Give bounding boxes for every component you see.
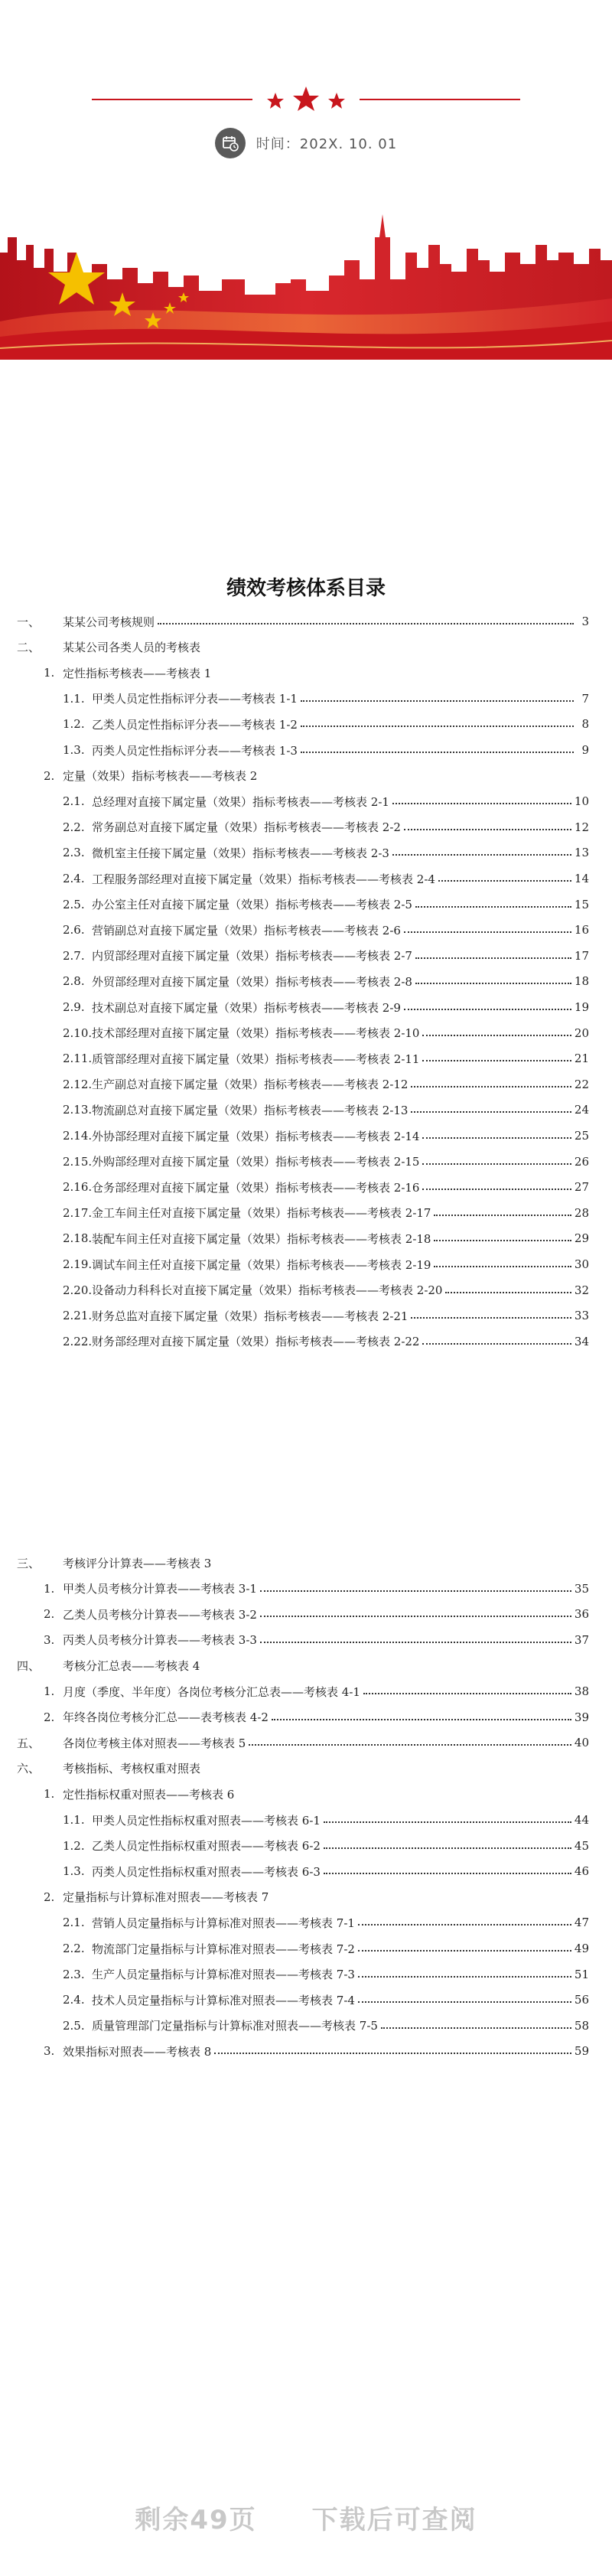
toc-entry-page: 16 [574,923,589,937]
toc-leader-dots [422,1343,571,1345]
toc-leader-dots [411,1317,571,1319]
toc-entry-page: 18 [574,974,589,989]
toc-entry-title: 乙类人员考核分计算表——考核表 3-2 [63,1607,257,1622]
toc-entry-number: 2.6. [63,923,85,937]
toc-entry-title: 生产副总对直接下属定量（效果）指标考核表——考核表 2-12 [92,1078,409,1092]
toc-leader-dots [434,1266,571,1267]
toc-leader-dots [415,906,571,908]
toc-entry-page: 9 [581,743,589,757]
toc-entry-page: 10 [574,794,589,809]
toc-entry-number: 2. [44,1710,55,1724]
toc-entry[interactable] [63,1862,589,1880]
toc-leader-dots [363,1693,571,1694]
toc-entry[interactable] [17,1759,589,1778]
toc-entry[interactable] [63,1049,589,1068]
toc-entry-title: 微机室主任接下属定量（效果）指标考核表——考核表 2-3 [92,846,389,860]
toc-entry-page: 3 [581,615,589,628]
toc-leader-dots [422,1189,571,1190]
toc-entry[interactable] [44,1785,589,1803]
toc-entry-page: 45 [574,1838,589,1853]
toc-leader-dots [422,1035,571,1036]
toc-entry-title: 效果指标对照表——考核表 8 [63,2044,212,2059]
toc-entry-number: 2.19. [63,1257,93,1271]
toc-entry[interactable] [63,792,589,810]
toc-entry-number: 2.17. [63,1205,93,1220]
toc-entry[interactable] [17,1656,589,1674]
toc-entry-number: 2.3. [63,1967,85,1981]
toc-entry[interactable] [63,1306,589,1325]
toc-entry-number: 六、 [17,1762,41,1776]
toc-entry-page: 29 [574,1231,589,1246]
toc-entry[interactable] [44,1580,589,1598]
toc-entry[interactable] [63,1991,589,2009]
toc-entry-number: 1.1. [63,1813,85,1827]
toc-entry-number: 2.12. [63,1077,93,1091]
toc-leader-dots [260,1616,571,1617]
toc-entry-number: 三、 [17,1556,41,1570]
toc-entry-page: 13 [574,846,589,860]
toc-leader-dots [324,1847,571,1849]
toc-leader-dots [434,1215,571,1216]
toc-leader-dots [358,1924,571,1925]
toc-entry-title: 月度（季度、半年度）各岗位考核分汇总表——考核表 4-1 [63,1684,360,1699]
toc-entry-number: 2.10. [63,1026,93,1040]
toc-entry-number: 1. [44,1581,55,1596]
toc-entry-title: 仓务部经理对直接下属定量（效果）指标考核表——考核表 2-16 [92,1180,420,1195]
toc-entry[interactable] [63,947,589,965]
toc-entry[interactable] [63,1837,589,1855]
toc-entry[interactable] [63,1939,589,1958]
toc-entry[interactable] [63,1075,589,1094]
toc-entry-page: 33 [574,1309,589,1323]
toc-entry[interactable] [63,741,589,759]
red-star-icon [328,93,345,109]
toc-entry-title: 考核指标、考核权重对照表 [63,1762,201,1776]
toc-entry[interactable] [63,1024,589,1042]
toc-leader-dots [214,2053,571,2054]
toc-leader-dots [249,1744,571,1746]
toc-entry[interactable] [63,1332,589,1351]
toc-leader-dots [411,1111,571,1113]
toc-leader-dots [404,1009,571,1010]
remaining-pages-notice: 剩余49页 下载后可查阅 [135,2505,477,2535]
toc-entry-number: 2.1. [63,794,85,809]
toc-leader-dots [272,1719,571,1720]
toc-entry-number: 2. [44,1607,55,1622]
toc-entry-title: 物流副总对直接下属定量（效果）指标考核表——考核表 2-13 [92,1103,409,1117]
toc-entry-number: 2.18. [63,1231,93,1246]
toc-entry-number: 2.22. [63,1334,93,1348]
toc-entry-number: 1.3. [63,743,85,757]
toc-leader-dots [438,880,571,882]
toc-entry-number: 1. [44,666,55,680]
date-row [0,126,612,160]
toc-entry-title: 甲类人员考核分计算表——考核表 3-1 [63,1582,257,1596]
toc-entry[interactable] [44,2042,589,2060]
toc-entry-number: 五、 [17,1736,41,1750]
toc-entry-number: 1.2. [63,1838,85,1853]
toc-entry[interactable] [17,1733,589,1752]
toc-entry-page: 39 [574,1710,589,1724]
toc-entry-title: 某某公司考核规则 [63,615,155,629]
toc-entry-title: 技术副总对直接下属定量（效果）指标考核表——考核表 2-9 [92,1000,401,1015]
toc-entry[interactable] [63,998,589,1016]
toc-entry-page: 40 [574,1736,589,1750]
toc-entry-page: 17 [574,948,589,963]
toc-leader-dots [358,1950,571,1952]
toc-entry[interactable] [63,2017,589,2035]
toc-leader-dots [404,931,571,933]
toc-entry[interactable] [63,1204,589,1222]
toc-entry[interactable] [63,1913,589,1932]
toc-leader-dots [415,983,571,984]
toc-entry-page: 35 [574,1581,589,1596]
toc-entry-title: 外购部经理对直接下属定量（效果）指标考核表——考核表 2-15 [92,1155,420,1169]
toc-entry-title: 生产人员定量指标与计算标准对照表——考核表 7-3 [92,1968,355,1982]
toc-entry-title: 常务副总对直接下属定量（效果）指标考核表——考核表 2-2 [92,820,401,835]
toc-entry-page: 24 [574,1103,589,1117]
toc-entry-title: 甲类人员定性指标评分表——考核表 1-1 [92,692,298,706]
toc-leader-dots [301,752,574,753]
toc-entry[interactable] [44,767,589,785]
toc-entry-page: 19 [574,1000,589,1014]
toc-entry[interactable] [44,1888,589,1906]
toc-entry-number: 2.11. [63,1052,93,1066]
toc-entry-title: 物流部门定量指标与计算标准对照表——考核表 7-2 [92,1942,355,1956]
toc-entry-title: 定量指标与计算标准对照表——考核表 7 [63,1890,269,1905]
toc-entry-title: 营销人员定量指标与计算标准对照表——考核表 7-1 [92,1916,355,1930]
toc-entry-page: 37 [574,1632,589,1647]
toc-entry-number: 2.14. [63,1129,93,1143]
toc-entry-title: 考核评分计算表——考核表 3 [63,1556,212,1570]
toc-leader-dots [404,829,571,830]
red-star-icon [267,93,284,109]
toc-entry[interactable] [17,638,589,657]
toc-entry[interactable] [63,1281,589,1299]
toc-leader-dots [434,1240,571,1241]
toc-entry-page: 26 [574,1154,589,1169]
toc-entry[interactable] [44,1708,589,1727]
toc-entry-title: 定量（效果）指标考核表——考核表 2 [63,769,258,784]
toc-entry-title: 工程服务部经理对直接下属定量（效果）指标考核表——考核表 2-4 [92,872,435,886]
toc-entry[interactable] [63,869,589,888]
toc-entry[interactable] [63,1127,589,1145]
toc-leader-dots [411,1086,571,1087]
toc-entry-title: 丙类人员考核分计算表——考核表 3-3 [63,1633,257,1648]
toc-entry-title: 丙类人员定性指标评分表——考核表 1-3 [92,743,298,758]
toc-entry-page: 51 [574,1967,589,1981]
toc-entry[interactable] [17,1554,589,1572]
toc-entry[interactable] [63,1965,589,1984]
toc-entry[interactable] [44,1682,589,1700]
toc-entry-number: 四、 [17,1658,41,1673]
toc-entry-page: 7 [581,691,589,706]
toc-entry[interactable] [63,1255,589,1273]
toc-leader-dots [422,1060,571,1061]
toc-leader-dots [415,957,571,959]
toc-entry-page: 27 [574,1180,589,1195]
toc-entry-title: 办公室主任对直接下属定量（效果）指标考核表——考核表 2-5 [92,898,412,912]
toc-entry-title: 某某公司各类人员的考核表 [63,641,201,655]
toc-entry[interactable] [63,1811,589,1829]
toc-entry-page: 59 [574,2044,589,2059]
toc-entry[interactable] [63,715,589,733]
toc-entry-title: 设备动力科科长对直接下属定量（效果）指标考核表——考核表 2-20 [92,1283,443,1298]
toc-entry-number: 2.7. [63,948,85,963]
toc-leader-dots [422,1137,571,1139]
toc-entry-page: 8 [581,717,589,732]
toc-entry-page: 56 [574,1993,589,2007]
toc-entry[interactable] [63,921,589,939]
toc-entry-title: 甲类人员定性指标权重对照表——考核表 6-1 [92,1813,321,1828]
toc-entry-title: 乙类人员定性指标权重对照表——考核表 6-2 [92,1839,321,1854]
toc-entry-number: 2.2. [63,1942,85,1955]
toc-entry-number: 2.21. [63,1309,93,1323]
toc-entry-page: 47 [574,1916,589,1930]
toc-entry[interactable] [44,1605,589,1623]
toc-entry-number: 1. [44,1684,55,1698]
toc-leader-dots [301,700,574,702]
toc-entry-number: 2.9. [63,1000,85,1014]
toc-entry-page: 38 [574,1684,589,1698]
toc-entry-title: 各岗位考核主体对照表——考核表 5 [63,1736,246,1750]
toc-title: 绩效考核体系目录 [226,577,386,600]
toc-entry-title: 装配车间主任对直接下属定量（效果）指标考核表——考核表 2-18 [92,1231,431,1246]
calendar-clock-icon [215,128,246,158]
toc-entry-number: 2.4. [63,872,85,885]
toc-entry-page: 15 [574,897,589,911]
red-star-icon [293,86,319,111]
toc-leader-dots [301,726,574,727]
toc-entry-title: 技术部经理对直接下属定量（效果）指标考核表——考核表 2-10 [92,1026,420,1041]
toc-entry-number: 二、 [17,641,41,655]
toc-entry[interactable] [63,843,589,862]
toc-entry-number: 2.1. [63,1916,85,1930]
toc-entry-title: 丙类人员定性指标权重对照表——考核表 6-3 [92,1864,321,1879]
toc-entry-number: 3. [44,2044,55,2059]
toc-entry-number: 3. [44,1632,55,1647]
toc-entry[interactable] [63,972,589,990]
toc-leader-dots [358,2001,571,2003]
toc-entry-page: 22 [574,1077,589,1091]
toc-entry-page: 30 [574,1257,589,1271]
toc-entry-title: 外协部经理对直接下属定量（效果）指标考核表——考核表 2-14 [92,1129,420,1143]
toc-entry-title: 技术人员定量指标与计算标准对照表——考核表 7-4 [92,1993,355,2007]
toc-leader-dots [358,1976,571,1978]
toc-entry-page: 28 [574,1205,589,1220]
city-skyline-illustration [0,207,612,360]
toc-entry-number: 一、 [17,615,41,629]
toc-entry-number: 2.20. [63,1283,93,1297]
toc-leader-dots [422,1163,571,1165]
toc-entry-title: 定性指标权重对照表——考核表 6 [63,1787,235,1802]
toc-entry-page: 46 [574,1864,589,1879]
toc-entry-number: 1. [44,1787,55,1802]
cover-banner [0,0,612,360]
toc-entry-number: 2.2. [63,820,85,834]
toc-leader-dots [324,1821,571,1823]
toc-entry[interactable] [63,895,589,914]
toc-leader-dots [260,1590,571,1592]
toc-entry-page: 58 [574,2018,589,2033]
toc-entry-title: 质管部经理对直接下属定量（效果）指标考核表——考核表 2-11 [92,1052,420,1066]
toc-entry-title: 乙类人员定性指标评分表——考核表 1-2 [92,717,298,732]
toc-entry-page: 44 [574,1813,589,1827]
toc-leader-dots [392,803,571,804]
toc-entry-number: 1.3. [63,1864,85,1879]
toc-entry-number: 2.5. [63,897,85,911]
toc-entry-number: 2.13. [63,1103,93,1117]
date-text: 时间：202X. 10. 01 [256,136,398,152]
toc-entry[interactable] [44,1631,589,1649]
toc-entry-page: 25 [574,1129,589,1143]
toc-entry-title: 财务总监对直接下属定量（效果）指标考核表——考核表 2-21 [92,1309,409,1323]
toc-leader-dots [445,1292,571,1293]
toc-entry[interactable] [63,818,589,836]
toc-entry-page: 12 [574,820,589,834]
toc-entry-title: 年终各岗位考核分汇总——表考核表 4-2 [63,1710,269,1725]
toc-entry-number: 2. [44,768,55,783]
toc-entry[interactable] [63,1153,589,1171]
toc-entry[interactable] [63,1101,589,1119]
toc-entry-title: 定性指标考核表——考核表 1 [63,666,212,680]
toc-entry-title: 营销副总对直接下属定量（效果）指标考核表——考核表 2-6 [92,923,401,937]
toc-entry[interactable] [63,1229,589,1247]
toc-leader-dots [392,854,571,856]
toc-entry-title: 总经理对直接下属定量（效果）指标考核表——考核表 2-1 [92,794,389,809]
toc-leader-dots [158,623,574,624]
toc-entry-title: 财务部经理对直接下属定量（效果）指标考核表——考核表 2-22 [92,1335,420,1349]
toc-entry[interactable] [63,690,589,708]
toc-entry-number: 2.4. [63,1993,85,2007]
toc-entry-page: 21 [574,1052,589,1066]
toc-entry-number: 2.8. [63,974,85,989]
toc-leader-dots [260,1642,571,1643]
toc-leader-dots [381,2027,571,2029]
toc-entry[interactable] [17,612,589,631]
toc-entry-number: 1.1. [63,691,85,706]
toc-entry-number: 2. [44,1890,55,1904]
toc-entry-number: 1.2. [63,717,85,732]
toc-entry-page: 32 [574,1283,589,1297]
toc-entry-number: 2.16. [63,1180,93,1195]
toc-entry-number: 2.5. [63,2018,85,2033]
toc-entry-title: 外贸部经理对直接下属定量（效果）指标考核表——考核表 2-8 [92,974,412,989]
toc-entry-page: 20 [574,1026,589,1040]
toc-entry-page: 14 [574,872,589,885]
toc-entry-title: 考核分汇总表——考核表 4 [63,1658,200,1673]
toc-entry[interactable] [63,1178,589,1196]
toc-entry[interactable] [44,664,589,682]
toc-entry-number: 2.3. [63,846,85,860]
toc-entry-title: 内贸部经理对直接下属定量（效果）指标考核表——考核表 2-7 [92,949,412,964]
toc-entry-page: 34 [574,1334,589,1348]
toc-entry-title: 调试车间主任对直接下属定量（效果）指标考核表——考核表 2-19 [92,1257,431,1272]
toc-leader-dots [324,1873,571,1874]
toc-entry-number: 2.15. [63,1154,93,1169]
toc-entry-page: 49 [574,1942,589,1955]
stars-divider [92,80,520,119]
toc-entry-title: 质量管理部门定量指标与计算标准对照表——考核表 7-5 [92,2019,378,2033]
toc-entry-title: 金工车间主任对直接下属定量（效果）指标考核表——考核表 2-17 [92,1206,431,1221]
toc-entry-page: 36 [574,1607,589,1622]
